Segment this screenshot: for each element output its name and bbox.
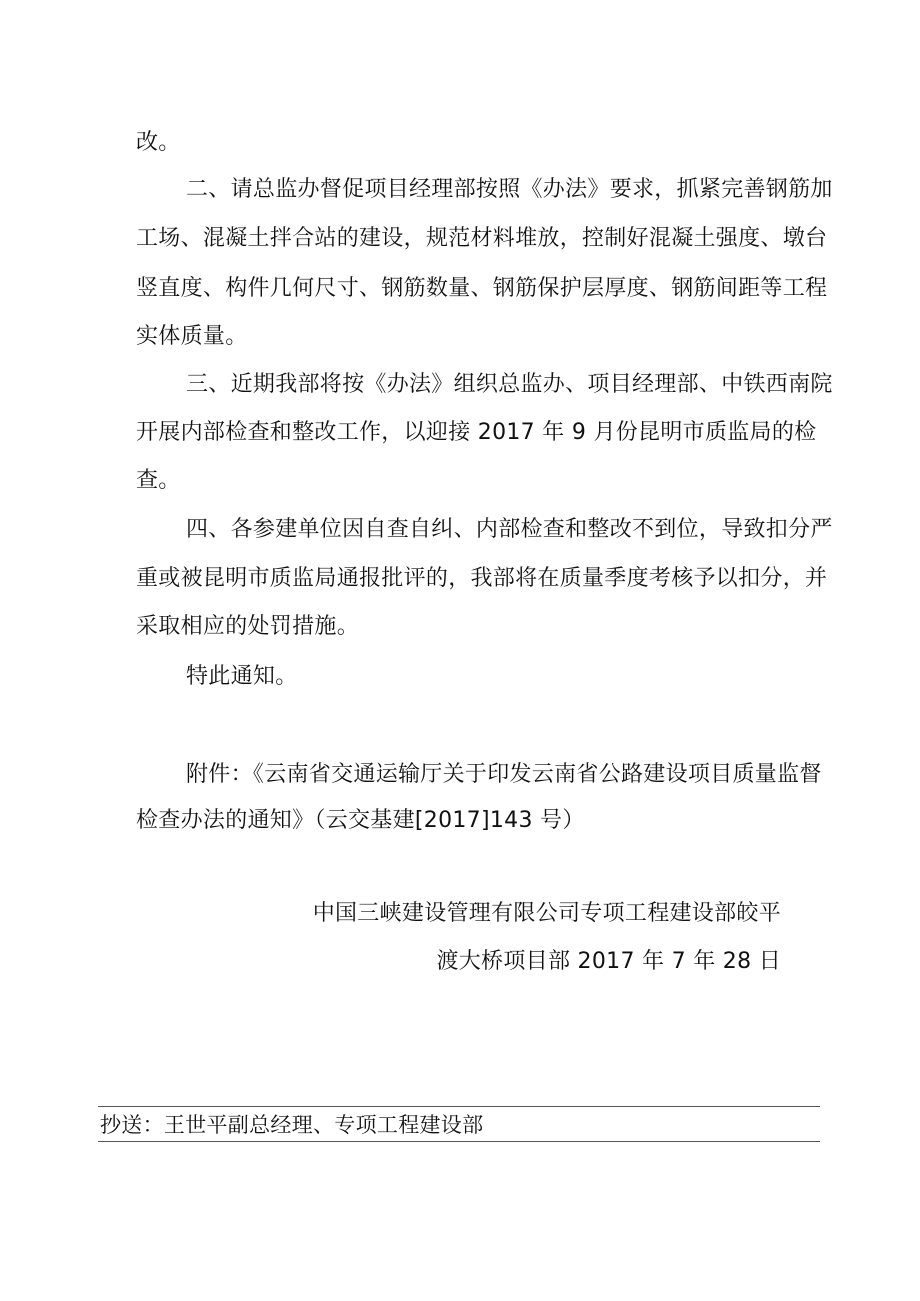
body-line: 采取相应的处罚措施。 — [136, 614, 360, 639]
body-line: 竖直度、构件几何尺寸、钢筋数量、钢筋保护层厚度、钢筋间距等工程 — [136, 276, 828, 301]
body-line: 工场、混凝土拌合站的建设，规范材料堆放，控制好混凝土强度、墩台 — [136, 226, 828, 251]
closing-line: 特此通知。 — [186, 664, 298, 689]
body-line: 改。 — [136, 130, 181, 155]
cc-line: 抄送：王世平副总经理、专项工程建设部 — [100, 1113, 484, 1137]
body-line: 开展内部检查和整改工作，以迎接 2017 年 9 月份昆明市质监局的检 — [136, 420, 817, 445]
cc-top-divider — [98, 1106, 820, 1107]
attachment-line: 附件：《云南省交通运输厅关于印发云南省公路建设项目质量监督 — [186, 762, 822, 787]
body-line: 实体质量。 — [136, 324, 248, 349]
signature-date: 渡大桥项目部 2017 年 7 年 28 日 — [436, 949, 781, 974]
paragraph-3-line: 三、近期我部将按《办法》组织总监办、项目经理部、中铁西南院 — [186, 372, 833, 397]
cc-bottom-divider — [98, 1141, 820, 1142]
attachment-line: 检查办法的通知》（云交基建[2017]143 号） — [136, 808, 585, 833]
paragraph-2-line: 二、请总监办督促项目经理部按照《办法》要求，抓紧完善钢筋加 — [186, 177, 833, 202]
signature-organization: 中国三峡建设管理有限公司专项工程建设部皎平 — [312, 901, 781, 926]
body-line: 查。 — [136, 468, 181, 493]
body-line: 重或被昆明市质监局通报批评的，我部将在质量季度考核予以扣分，并 — [136, 566, 828, 591]
paragraph-4-line: 四、各参建单位因自查自纠、内部检查和整改不到位，导致扣分严 — [186, 517, 833, 542]
